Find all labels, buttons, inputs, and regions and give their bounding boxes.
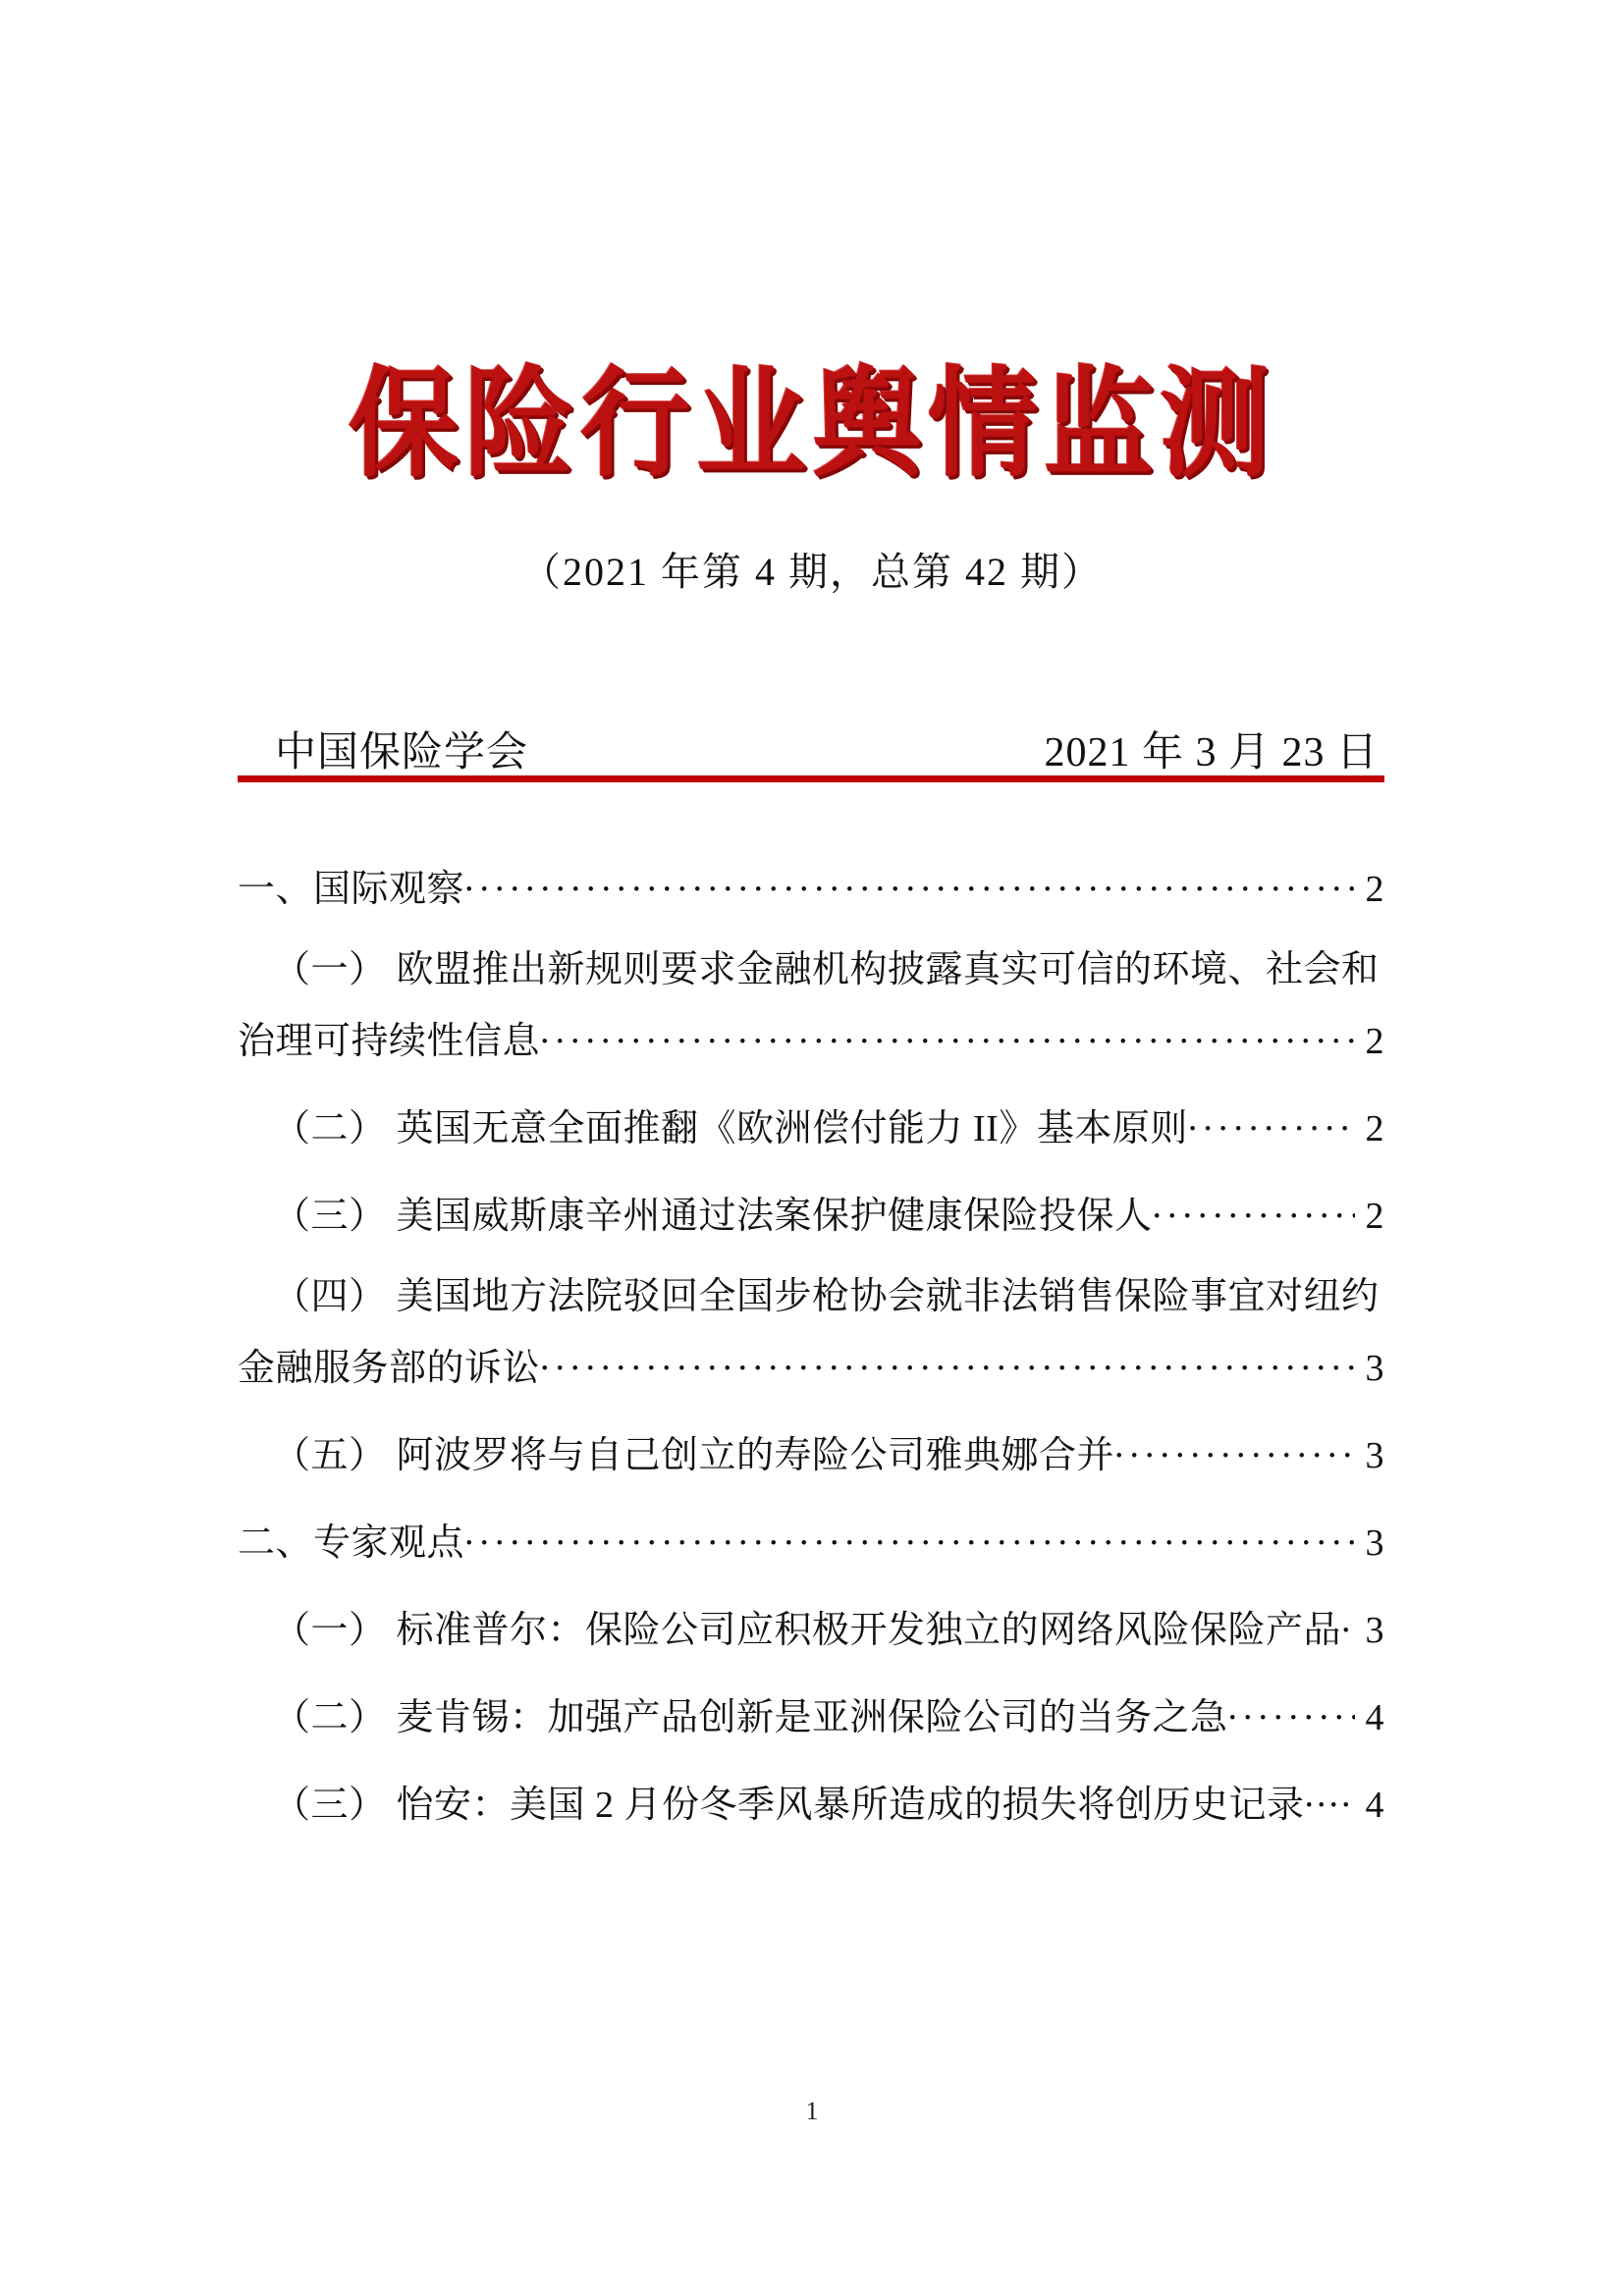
toc-dot-leader (1341, 1605, 1355, 1642)
toc-dot-leader (464, 1518, 1355, 1555)
toc-entry-marker: （四） (273, 1276, 387, 1317)
toc-entry-page-number: 3 (1365, 1348, 1384, 1389)
toc-entry-label: 金融服务部的诉讼 (238, 1348, 541, 1389)
toc-dot-leader (1153, 1191, 1355, 1228)
toc-entry-marker: （二） (273, 1108, 387, 1149)
toc-entry[interactable] (238, 1103, 1384, 1148)
toc-entry-page-number: 2 (1365, 1196, 1384, 1237)
toc-entry-page-number: 4 (1365, 1785, 1384, 1826)
toc-entry-label: 欧盟推出新规则要求金融机构披露真实可信的环境、社会和 (396, 949, 1380, 990)
masthead-divider-rule (238, 775, 1384, 782)
toc-entry-marker: （一） (273, 1610, 387, 1651)
toc-dot-leader (1114, 1430, 1355, 1468)
toc-entry-label: 二、专家观点 (238, 1522, 465, 1564)
toc-entry[interactable] (238, 1343, 1384, 1387)
toc-entry-marker: （一） (273, 949, 387, 990)
toc-entry-label: 美国地方法院驳回全国步枪协会就非法销售保险事宜对纽约 (396, 1276, 1380, 1317)
toc-entry[interactable] (238, 951, 1384, 988)
toc-entry[interactable] (238, 1430, 1384, 1474)
toc-entry-page-number: 3 (1365, 1522, 1384, 1564)
toc-entry[interactable] (238, 1191, 1384, 1235)
toc-entry-label: 美国威斯康辛州通过法案保护健康保险投保人 (396, 1196, 1153, 1237)
publisher-name: 中国保险学会 (275, 729, 529, 775)
toc-entry-label: 治理可持续性信息 (238, 1021, 541, 1062)
toc-dot-leader (1188, 1103, 1355, 1141)
toc-dot-leader (464, 864, 1355, 901)
toc-entry-label: 怡安：美国 2 月份冬季风暴所造成的损失将创历史记录 (396, 1785, 1305, 1826)
toc-entry-page-number: 2 (1365, 1108, 1384, 1149)
masthead-band (238, 699, 1384, 783)
toc-entry-page-number: 3 (1365, 1435, 1384, 1476)
toc-entry-label: 标准普尔：保险公司应积极开发独立的网络风险保险产品 (396, 1610, 1342, 1651)
toc-entry-marker: （二） (273, 1697, 387, 1738)
toc-entry[interactable] (238, 864, 1384, 908)
toc-entry[interactable] (238, 1605, 1384, 1649)
toc-entry[interactable] (238, 1016, 1384, 1060)
toc-dot-leader (540, 1016, 1355, 1053)
page-title: 保险行业舆情监测 (349, 355, 1275, 494)
toc-entry[interactable] (238, 1780, 1384, 1824)
toc-entry-page-number: 2 (1365, 1021, 1384, 1062)
table-of-contents (238, 864, 1384, 1867)
toc-entry-marker: （三） (273, 1785, 387, 1826)
toc-dot-leader (1228, 1692, 1355, 1730)
toc-entry-page-number: 4 (1365, 1697, 1384, 1738)
toc-entry[interactable] (238, 1278, 1384, 1315)
toc-entry-marker: （五） (273, 1435, 387, 1476)
toc-entry-label: 英国无意全面推翻《欧洲偿付能力 II》基本原则 (396, 1108, 1188, 1149)
publication-date: 2021 年 3 月 23 日 (1044, 729, 1379, 775)
masthead-row (238, 699, 1384, 775)
issue-subtitle: （2021 年第 4 期，总第 42 期） (521, 550, 1103, 594)
toc-entry-label: 麦肯锡：加强产品创新是亚洲保险公司的当务之急 (396, 1697, 1228, 1738)
toc-entry-label: 阿波罗将与自己创立的寿险公司雅典娜合并 (396, 1435, 1115, 1476)
toc-entry-label: 一、国际观察 (238, 869, 465, 910)
toc-dot-leader (1305, 1780, 1355, 1817)
toc-entry-page-number: 2 (1365, 869, 1384, 910)
toc-entry-marker: （三） (273, 1196, 387, 1237)
toc-entry-page-number: 3 (1365, 1610, 1384, 1651)
page-number-footer: 1 (805, 2097, 819, 2125)
toc-entry[interactable] (238, 1518, 1384, 1562)
toc-entry[interactable] (238, 1692, 1384, 1736)
toc-dot-leader (540, 1343, 1355, 1380)
